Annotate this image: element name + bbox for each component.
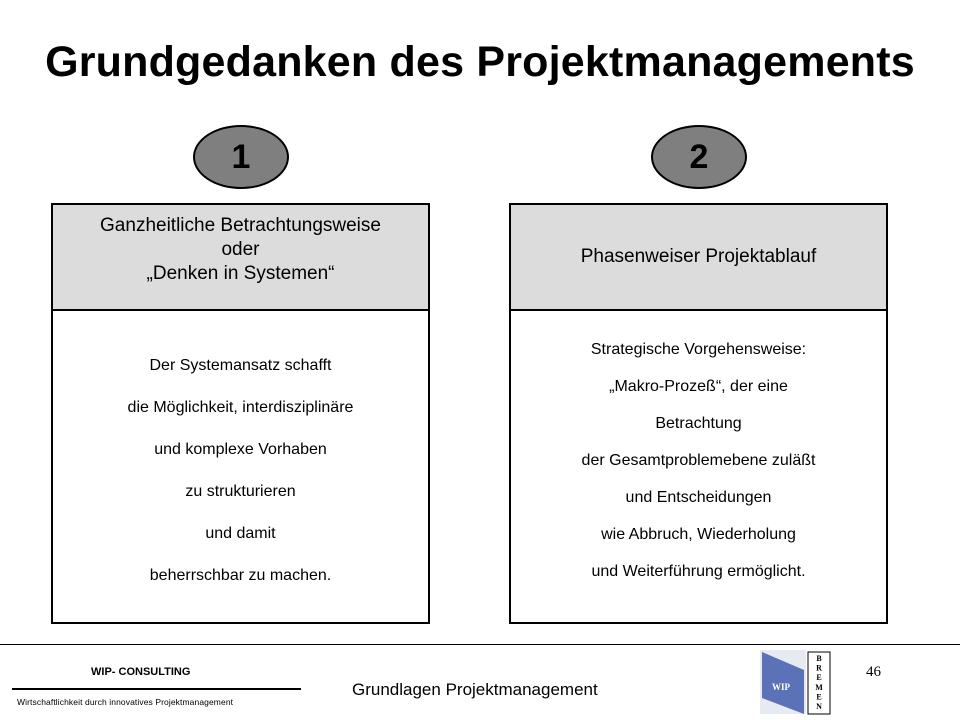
body-line: wie Abbruch, Wiederholung [601, 526, 796, 543]
heading-line: Ganzheitliche Betrachtungsweise [100, 215, 381, 236]
concept-panel-1-heading [53, 205, 428, 311]
logo-letter: E [816, 673, 822, 683]
logo-letter: N [816, 702, 822, 711]
body-line: beherrschbar zu machen. [149, 567, 332, 584]
concept-panel-1 [51, 203, 430, 624]
footer-brand-underline [12, 688, 301, 690]
concept-panel-1-body [53, 311, 428, 597]
concept-panel-2 [509, 203, 888, 624]
footer-brand-tagline: Wirtschaftlichkeit durch innovatives Projektmanagement [17, 697, 234, 707]
body-line: Strategische Vorgehensweise: [590, 341, 807, 358]
body-line: der Gesamtproblemebene zuläßt [581, 452, 816, 469]
logo-letter: M [815, 682, 823, 692]
heading-line: „Denken in Systemen“ [146, 263, 335, 284]
body-line: und Weiterführung ermöglicht. [591, 563, 806, 580]
body-line: und Entscheidungen [625, 489, 772, 506]
body-line: und damit [205, 525, 276, 542]
footer-divider [0, 644, 960, 645]
slide-title: Grundgedanken des Projektmanagements [45, 38, 915, 86]
body-line: zu strukturieren [185, 483, 296, 500]
body-line: und komplexe Vorhaben [154, 441, 327, 458]
logo-wip-text: WIP [772, 682, 790, 692]
page-number: 46 [866, 664, 881, 680]
footer-brand-name: WIP- CONSULTING [91, 666, 191, 678]
logo-letter: E [816, 692, 822, 702]
body-line: „Makro-Prozeß“, der eine [609, 378, 788, 395]
step-number-badge-2: 2 [651, 125, 747, 189]
logo-letter: B [816, 654, 822, 663]
step-number-badge-1: 1 [193, 125, 289, 189]
wip-bremen-logo [758, 648, 838, 716]
body-line: Betrachtung [655, 415, 742, 432]
concept-panel-2-heading [511, 205, 886, 311]
body-line: Der Systemansatz schafft [149, 357, 332, 374]
heading-line: oder [221, 239, 260, 260]
concept-panel-2-body [511, 311, 886, 590]
footer-topic: Grundlagen Projektmanagement [352, 680, 598, 699]
body-line: die Möglichkeit, interdisziplinäre [127, 399, 354, 416]
logo-letter: R [816, 663, 822, 673]
heading-line: Phasenweiser Projektablauf [580, 246, 817, 267]
